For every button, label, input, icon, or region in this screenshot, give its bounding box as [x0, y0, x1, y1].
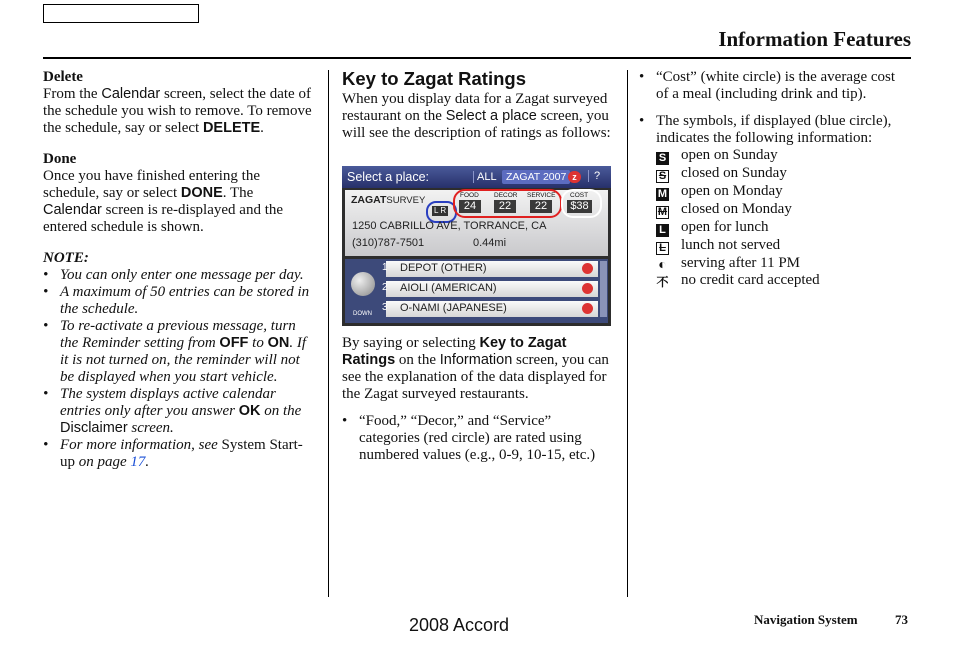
ui-done: DONE	[180, 185, 223, 201]
footer-model: 2008 Accord	[409, 615, 510, 635]
text: From the	[43, 86, 102, 102]
text: . If it is not turned on, the reminder will not be displayed when you start vehicle.	[60, 335, 307, 385]
row-name: AIOLI (AMERICAN)	[400, 282, 497, 294]
food-value: 24	[459, 200, 481, 213]
text: screen, you can see the explanation of the data displayed for the Zagat surveyed restaurants.	[342, 352, 609, 402]
text: “Food,” “Decor,” and “Service” categories (red circle) are rated using numbered values (e.g., 0-9, 10-15, etc.)	[359, 413, 596, 463]
note-item: • For more information, see System Start-up on page 17.	[43, 437, 303, 470]
text: You can only enter one message per day.	[60, 267, 304, 283]
ui-ok: OK	[238, 403, 261, 419]
service-value: 22	[530, 200, 552, 213]
footer-section: Navigation System	[754, 612, 858, 627]
text: . The	[222, 185, 254, 201]
zagat-logo	[351, 194, 425, 206]
ui-select-a-place: Select a place	[445, 108, 537, 124]
survey-text: SURVEY	[386, 195, 426, 206]
system-startup-link[interactable]: System Start-up	[60, 437, 303, 470]
text: The system displays active calendar entries only after you answer	[60, 386, 276, 419]
middle-column-lower	[342, 335, 612, 464]
cost-bullet: • “Cost” (white circle) is the average cost of a meal (including drink and tip).	[639, 69, 896, 102]
column-divider-left	[328, 70, 329, 597]
text: on the	[260, 403, 302, 419]
decor-label: DECOR	[494, 192, 518, 199]
section-heading: Key to Zagat Ratings	[342, 68, 526, 89]
ui-information: Information	[439, 352, 513, 368]
page-link[interactable]: 17	[130, 454, 146, 470]
note-item: • You can only enter one message per day.	[43, 267, 304, 283]
row-number: 1	[382, 262, 388, 273]
row-name: O-NAMI (JAPANESE)	[400, 302, 507, 314]
text: screen.	[127, 420, 174, 436]
text: When you display data for a Zagat surveyed restaurant on the	[342, 91, 608, 124]
text: screen, select the date of the schedule you wish to remove. To remove the schedule, say or select	[43, 86, 312, 136]
text: on the	[395, 352, 440, 368]
note-item: • The system displays active calendar entries only after you answer OK on the Disclaimer screen.	[43, 386, 302, 436]
address: 1250 CABRILLO AVE, TORRANCE, CA	[352, 220, 547, 232]
service-label: SERVICE	[527, 192, 556, 199]
header-tab-box	[43, 4, 199, 23]
symbol-row	[656, 219, 904, 237]
scrollbar[interactable]	[600, 261, 607, 317]
ui-calendar: Calendar	[101, 86, 161, 102]
zagat-z-icon	[582, 283, 593, 294]
serving-after-11-icon: ◐	[656, 259, 669, 272]
text: For more information, see	[60, 437, 222, 453]
lunch-not-served-icon: L	[656, 242, 669, 255]
ratings-red-circle	[453, 189, 562, 218]
key-paragraph	[342, 335, 612, 403]
down-button[interactable]: DOWN	[353, 311, 372, 317]
text: on page	[75, 454, 131, 470]
symbol-label: no credit card accepted	[681, 272, 820, 288]
column-divider-right	[627, 70, 628, 597]
zagat-z-icon	[582, 263, 593, 274]
row-name: DEPOT (OTHER)	[400, 262, 487, 274]
decor-value: 22	[494, 200, 516, 213]
symbol-row	[656, 183, 904, 201]
open-lunch-icon: L	[656, 224, 669, 237]
text: screen, you will see the description of ratings as follows:	[342, 108, 611, 141]
symbol-label: serving after 11 PM	[681, 255, 801, 271]
text: .	[260, 120, 264, 136]
cost-label: COST	[570, 192, 589, 199]
symbol-label: closed on Sunday	[681, 165, 787, 181]
text: To re-activate a previous message, turn the Reminder setting from	[60, 318, 296, 351]
rating-bullet: • “Food,” “Decor,” and “Service” categories (red circle) are rated using numbered values (e.g., 0-9, 10-15, etc.)	[342, 413, 596, 463]
scroll-knob-icon[interactable]	[351, 272, 375, 296]
intro-paragraph	[342, 91, 612, 142]
done-heading: Done	[43, 151, 77, 167]
food-label: FOOD	[460, 192, 479, 199]
cost-white-circle	[561, 189, 602, 218]
left-column	[43, 69, 315, 471]
help-button[interactable]: ?	[588, 170, 600, 182]
phone: (310)787-7501	[352, 237, 425, 249]
text: screen is re-displayed and the entered schedule is shown.	[43, 202, 284, 235]
text: “Cost” (white circle) is the average cost of a meal (including drink and tip).	[656, 69, 896, 102]
text: The symbols, if displayed (blue circle), indicates the following information:	[656, 113, 892, 146]
text: .	[145, 454, 150, 470]
done-paragraph	[43, 168, 315, 236]
note-item: • To re-activate a previous message, turn the Reminder setting from OFF to ON. If it is not turned on, the reminder will not be displayed when you start vehicle.	[43, 318, 307, 385]
text: Once you have finished entering the schedule, say or select	[43, 168, 261, 201]
tab-z[interactable]: z	[568, 171, 581, 183]
tab-all[interactable]: ALL	[473, 171, 497, 183]
ui-delete: DELETE	[202, 120, 261, 136]
ui-calendar: Calendar	[43, 202, 102, 218]
note-heading: NOTE:	[43, 250, 89, 266]
delete-heading: Delete	[43, 69, 83, 85]
symbol-row	[656, 272, 904, 290]
ui-on: ON	[267, 335, 290, 351]
symbol-row	[656, 165, 904, 183]
symbol-label: lunch not served	[681, 237, 781, 253]
distance: 0.44mi	[473, 237, 507, 249]
closed-sunday-icon: S	[656, 170, 669, 183]
symbol-label: open on Monday	[681, 183, 783, 199]
symbol-label: closed on Monday	[681, 201, 792, 217]
text: A maximum of 50 entries can be stored in the schedule.	[60, 284, 310, 317]
cost-value: $38	[567, 200, 592, 213]
ui-disclaimer: Disclaimer	[60, 420, 128, 436]
open-monday-icon: M	[657, 188, 668, 200]
no-credit-card-icon: 不	[656, 275, 669, 289]
row-number: 3	[382, 302, 388, 313]
delete-paragraph	[43, 86, 315, 137]
symbol-row	[656, 147, 904, 165]
page-title: Information Features	[718, 27, 911, 51]
page-number: 73	[895, 612, 908, 627]
symbol-row	[656, 255, 904, 272]
symbol-label: open for lunch	[681, 219, 769, 235]
screen-title: Select a place:	[347, 170, 429, 184]
symbols-bullet: • The symbols, if displayed (blue circle), indicates the following information:	[639, 113, 892, 146]
symbol-row	[656, 237, 904, 255]
middle-column	[342, 69, 612, 142]
symbol-list	[639, 147, 904, 290]
right-column	[639, 69, 904, 290]
note-list	[43, 267, 315, 471]
zagat-brand: ZAGAT	[351, 194, 387, 206]
symbol-badge: L R	[434, 206, 447, 215]
row-number: 2	[382, 282, 388, 293]
symbol-label: open on Sunday	[681, 147, 778, 163]
nav-screenshot	[342, 166, 611, 326]
tab-zagat[interactable]: ZAGAT 2007	[502, 170, 570, 184]
ui-key-to-zagat: Key to Zagat Ratings	[342, 335, 567, 368]
open-sunday-icon: S	[656, 152, 669, 165]
text: to	[248, 335, 268, 351]
note-item: • A maximum of 50 entries can be stored in the schedule.	[43, 284, 310, 317]
ui-off: OFF	[219, 335, 249, 351]
header-rule	[43, 57, 911, 59]
symbol-row	[656, 201, 904, 219]
closed-monday-icon: M	[657, 206, 668, 218]
zagat-z-icon	[582, 303, 593, 314]
text: By saying or selecting	[342, 335, 480, 351]
